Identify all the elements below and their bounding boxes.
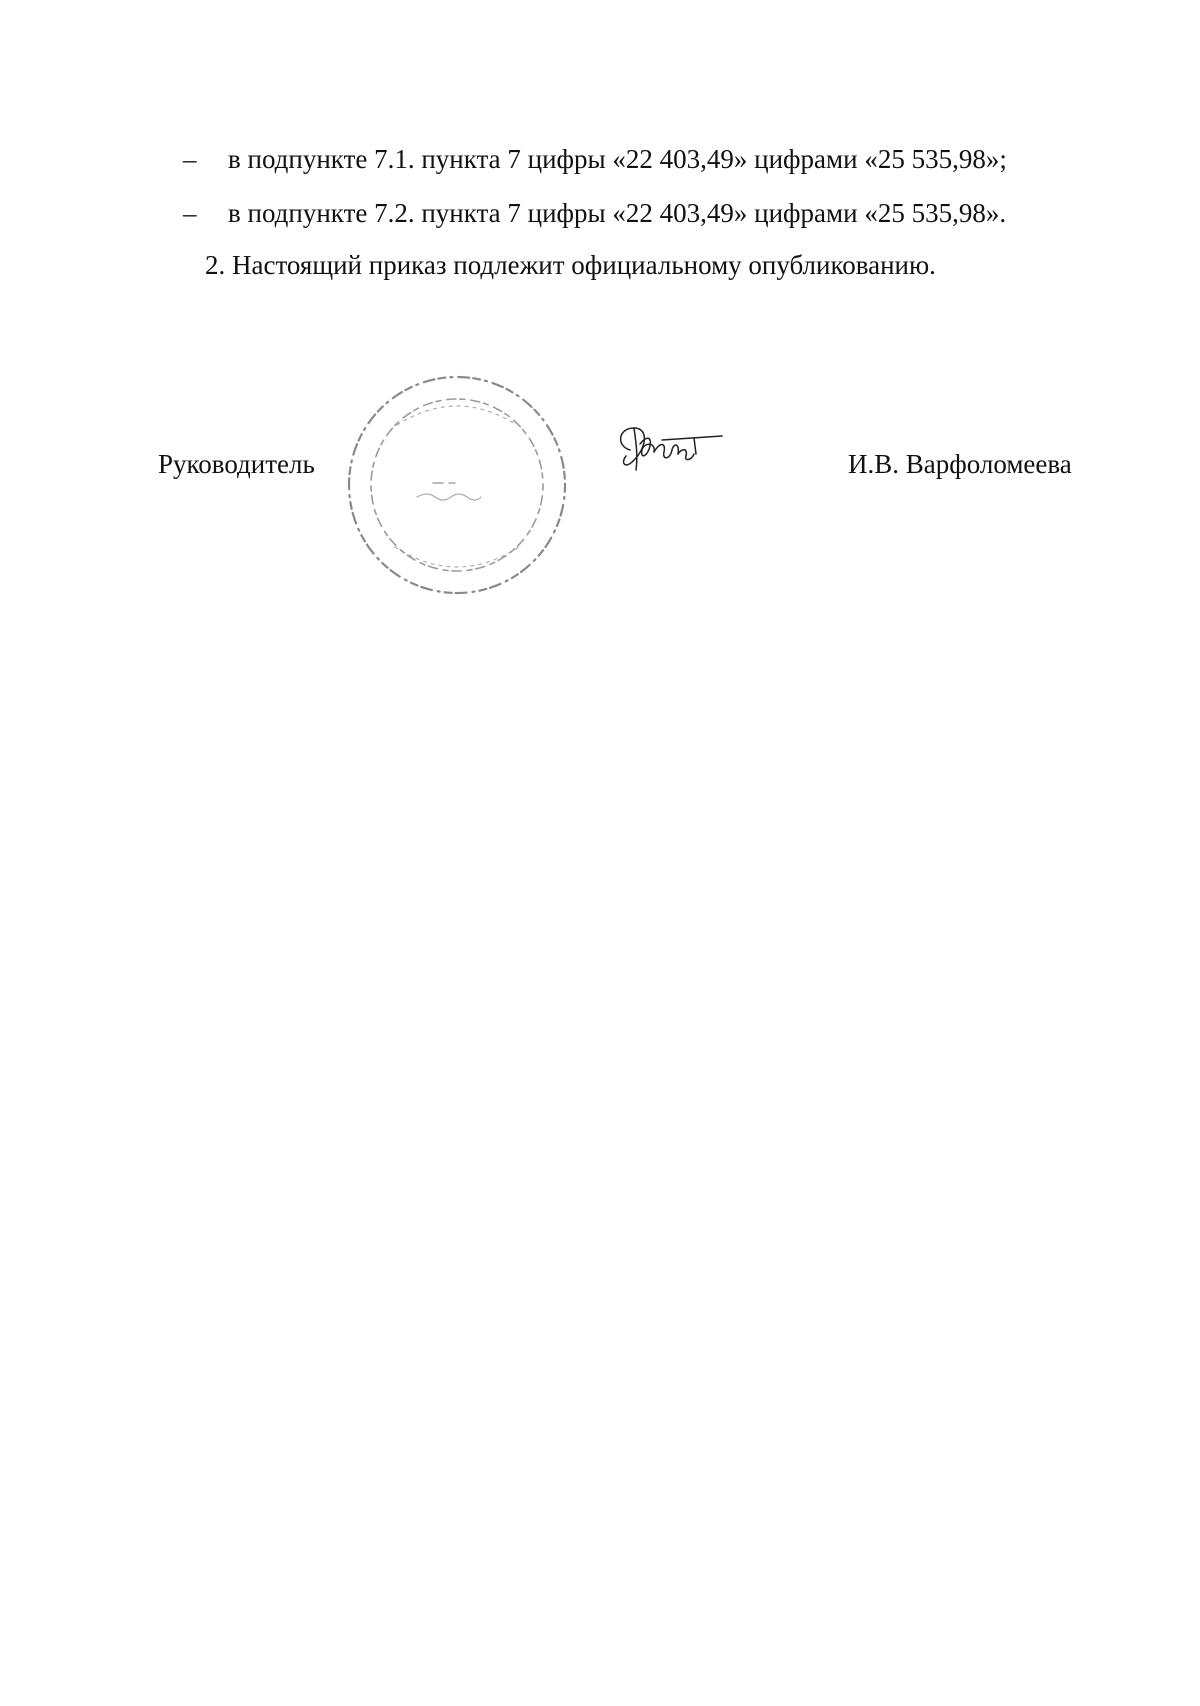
bullet-dash: – [183,144,197,174]
official-stamp-icon [337,365,577,605]
bullet-dash: – [183,198,197,228]
bullet-item-7-2: в подпункте 7.2. пункта 7 цифры «22 403,49» цифрами «25 535,98». [228,198,1007,228]
handwritten-signature-icon [612,420,724,478]
signer-name: И.В. Варфоломеева [848,449,1072,479]
signer-position: Руководитель [158,449,315,479]
bullet-item-7-1: в подпункте 7.1. пункта 7 цифры «22 403,49» цифрами «25 535,98»; [228,144,1007,174]
paragraph-publication: 2. Настоящий приказ подлежит официальному опубликованию. [205,250,936,280]
